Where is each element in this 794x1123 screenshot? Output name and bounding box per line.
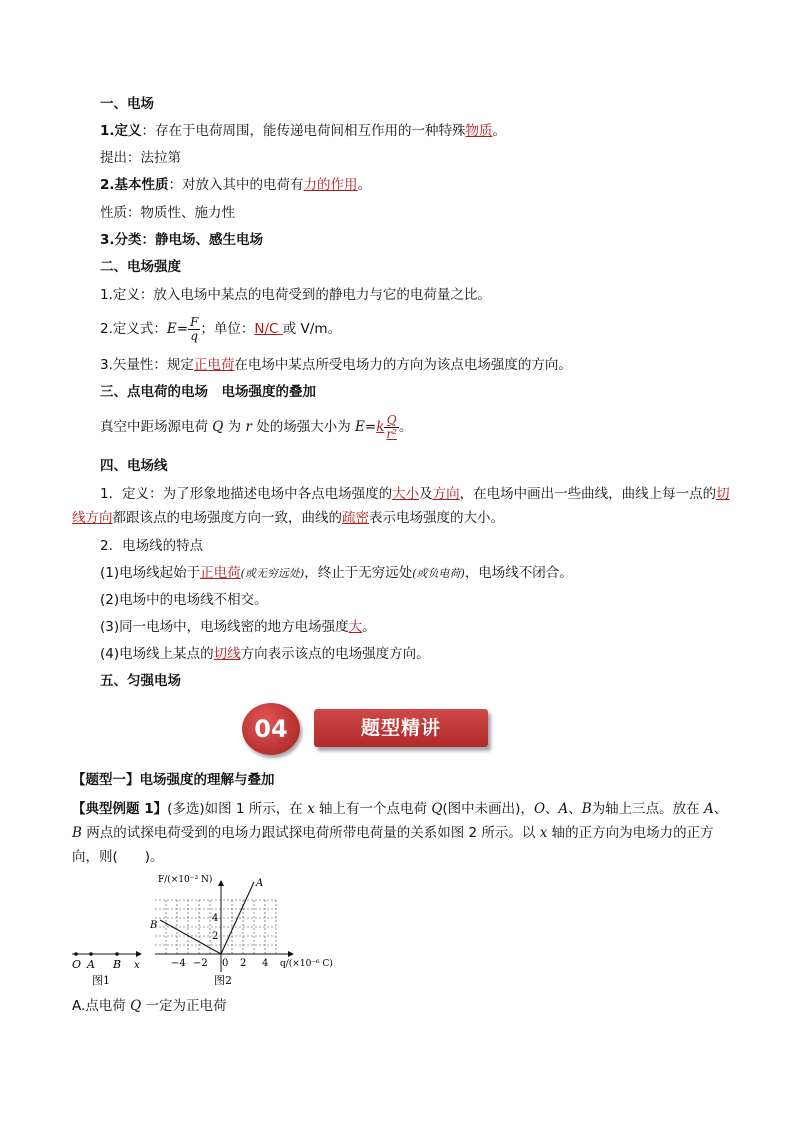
figure-1-axis (72, 951, 142, 987)
classification-line: 3.分类：静电场、感生电场 (100, 232, 264, 248)
section-title-ribbon: 题型精讲 (314, 709, 488, 747)
section-heading-point-charge: 三、点电荷的电场 电场强度的叠加 (100, 384, 316, 400)
feature-item-2: (2)电场中的电场线不相交。 (100, 592, 268, 608)
origin-label: O (72, 958, 82, 971)
y-axis-label: F/(×10⁻³ N) (158, 875, 213, 885)
underlined-answer: N/C (254, 321, 283, 337)
section-heading-field-lines: 四、电场线 (100, 458, 168, 474)
basic-property-line: 2.基本性质：对放入其中的电荷有力的作用。 (100, 177, 372, 193)
feature-item-4: (4)电场线上某点的切线方向表示该点的电场强度方向。 (100, 646, 430, 662)
point-a-label: A (87, 958, 95, 971)
y-tick: 4 (212, 913, 219, 924)
figure-1-caption: 图1 (92, 974, 110, 987)
feature-item-3: (3)同一电场中，电场线密的地方电场强度大。 (100, 619, 376, 635)
figure-2-caption: 图2 (214, 974, 232, 987)
vector-property-line: 3.矢量性：规定正电荷在电场中某点所受电场力的方向为该点电场强度的方向。 (100, 357, 572, 373)
example-question-paragraph: 【典型例题 1】(多选)如图 1 所示，在 x 轴上有一个点电荷 Q(图中未画出)，O、A、B为轴上三点。放在 A、B 两点的试探电荷受到的电场力跟试探电荷所带电荷量的关系如图 2 所示。以 x 轴的正方向为电场力的正方向，则( )。 (72, 801, 728, 865)
line-a (221, 882, 254, 954)
line-b-label: B (150, 920, 158, 931)
figures (70, 872, 340, 992)
point-b-label: B (113, 958, 122, 971)
x-tick: −2 (193, 958, 208, 969)
answer-option-a: A.点电荷 Q 一定为正电荷 (72, 998, 227, 1014)
x-axis-label: x (134, 960, 140, 971)
field-lines-definition-paragraph: 1．定义：为了形象地描述电场中各点电场强度的大小及方向，在电场中画出一些曲线，曲线上每一点的切线方向都跟该点的电场强度方向一致，曲线的疏密表示电场强度的大小。 (72, 486, 730, 526)
question-type-heading: 【题型一】电场强度的理解与叠加 (72, 772, 275, 788)
section-heading-field-strength: 二、电场强度 (100, 259, 181, 275)
field-strength-definition: 1.定义：放入电场中某点的电荷受到的静电力与它的电荷量之比。 (100, 287, 491, 303)
fraction-q-over-r2: $\frac{Q}{\text{r²}}$ (386, 412, 397, 441)
section-heading-electric-field: 一、电场 (100, 96, 154, 112)
underlined-answer: 物质 (465, 123, 493, 139)
figure-2-graph (149, 874, 333, 987)
line-a-label: A (256, 878, 264, 889)
x-tick: 4 (262, 958, 269, 969)
nature-line: 性质：物质性、施力性 (100, 205, 235, 221)
field-line-features-heading: 2．电场线的特点 (100, 538, 204, 554)
section-banner (242, 703, 492, 755)
underlined-answer: 力的作用 (303, 177, 358, 193)
section-number-badge: 04 (242, 703, 300, 755)
underlined-answer: 正电荷 (193, 357, 235, 373)
figure-svg (70, 872, 340, 992)
feature-item-1: (1)电场线起始于正电荷(或无穷远处)，终止于无穷远处(或负电荷)，电场线不闭合。 (100, 565, 573, 581)
x-tick: −4 (171, 958, 186, 969)
definition-formula-line: 2.定义式：E= $\frac{F}{q}$ ；单位：N/C 或 V/m。 (100, 314, 341, 343)
y-tick: 2 (212, 931, 219, 942)
x-tick: 0 (222, 958, 229, 969)
point-charge-formula-line: 真空中距场源电荷 Q 为 r 处的场强大小为 E=k $\frac{Q}{\text{r²}}$ 。 (100, 412, 413, 441)
definition-line: 1.定义：存在于电荷周围，能传递电荷间相互作用的一种特殊物质。 (100, 123, 507, 139)
x-tick: 2 (240, 958, 247, 969)
fraction-f-over-q: $\frac{F}{q}$ (190, 314, 199, 343)
section-heading-uniform-field: 五、匀强电场 (100, 673, 181, 689)
proposer-line: 提出：法拉第 (100, 150, 181, 166)
x-axis-label-q: q/(×10⁻⁶ C) (280, 959, 333, 969)
